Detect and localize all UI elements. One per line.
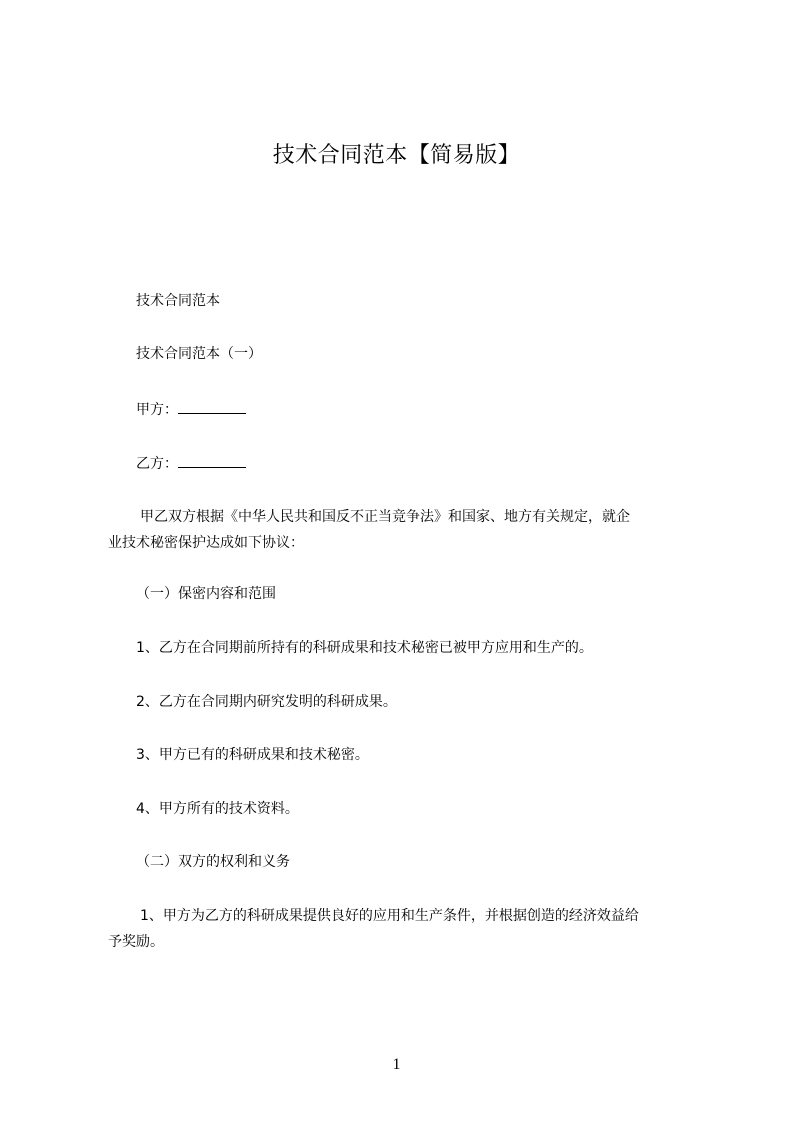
intro-line-2: 业技术秘密保护达成如下协议： (108, 535, 304, 551)
party-a-label: 甲方： (136, 402, 178, 418)
party-a-blank (178, 399, 246, 414)
paragraph-contract-template-one: 技术合同范本（一） (136, 346, 262, 362)
section-1-item-3: 3、甲方已有的科研成果和技术秘密。 (136, 747, 369, 763)
party-b-blank (178, 453, 246, 468)
party-a-line (136, 399, 246, 420)
section-2-item-1-line-2: 予奖励。 (108, 934, 164, 950)
section-1-heading: （一）保密内容和范围 (136, 586, 276, 602)
section-2-item-1 (108, 903, 716, 955)
paragraph-contract-template: 技术合同范本 (136, 293, 220, 309)
section-1-item-4: 4、甲方所有的技术资料。 (136, 801, 299, 817)
page-number: 1 (392, 1056, 401, 1073)
section-2-item-1-line-1: 1、甲方为乙方的科研成果提供良好的应用和生产条件，并根据创造的经济效益给 (140, 908, 639, 924)
section-1-item-1: 1、乙方在合同期前所持有的科研成果和技术秘密已被甲方应用和生产的。 (136, 640, 593, 656)
document-title: 技术合同范本【简易版】 (272, 143, 521, 168)
intro-line-1: 甲乙双方根据《中华人民共和国反不正当竞争法》和国家、地方有关规定，就企 (140, 509, 630, 525)
party-b-line (136, 453, 246, 474)
section-1-item-2: 2、乙方在合同期内研究发明的科研成果。 (136, 694, 397, 710)
party-b-label: 乙方： (136, 456, 178, 472)
intro-paragraph (108, 504, 716, 556)
section-2-heading: （二）双方的权利和义务 (136, 854, 290, 870)
